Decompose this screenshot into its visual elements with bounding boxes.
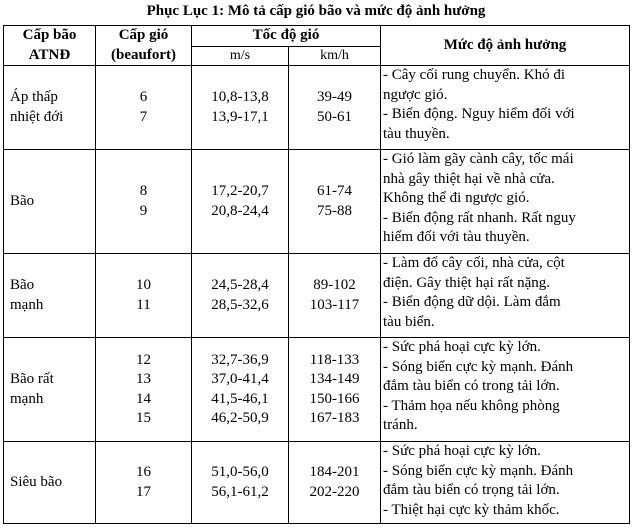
effect-cell-line: - Cây cối rung chuyển. Khó đi [383,67,566,83]
speed-kmh-cell-line: 184-201 [309,464,360,480]
wind-level-cell [96,150,192,254]
header-unit-ms: m/s [192,46,289,65]
effect-cell-line: tránh. [383,417,418,433]
storm-class-cell-line: Siêu bão [10,473,63,490]
speed-kmh-cell [289,442,381,524]
speed-ms-cell [192,338,289,442]
speed-kmh-cell [289,150,381,254]
effect-cell [381,254,630,338]
wind-level-cell-line: 10 [136,277,151,293]
speed-kmh-cell-line: 202-220 [309,483,360,500]
table-row [4,66,630,150]
wind-level-cell [96,338,192,442]
speed-kmh-cell-line: 118-133 [309,351,360,368]
speed-kmh-cell-line: 75-88 [317,202,352,219]
header-unit-kmh: km/h [289,46,381,65]
speed-ms-cell-line: 10,8-13,8 [211,89,269,105]
speed-ms-cell-line: 46,2-50,9 [211,410,269,426]
speed-ms-cell-line: 51,0-56,0 [211,464,269,480]
speed-kmh-cell-line: 150-166 [309,390,360,407]
speed-kmh-cell [289,254,381,338]
page-title: Phục Lục 1: Mô tả cấp gió bão và mức độ ảnh hưởng [146,3,486,19]
wind-level-cell-line: 12 [136,351,151,368]
storm-class-cell-line: Bão [10,192,35,209]
speed-kmh-cell-line: 50-61 [317,108,352,125]
header-effect: Mức độ ảnh hưởng [381,26,630,66]
effect-cell-line: ngược gió. [383,86,448,103]
storm-class-cell-line: mạnh [10,296,44,313]
wind-level-cell-line: 11 [136,296,151,313]
effect-cell [381,66,630,150]
header-storm-class [4,26,96,66]
effect-cell-line: - Sức phá hoại cực kỳ lớn. [383,443,541,459]
wind-level-cell-line: 7 [139,108,148,125]
effect-cell-line: tàu biển. [383,313,435,330]
speed-ms-cell-line: 17,2-20,7 [211,183,269,199]
storm-class-cell [4,66,96,150]
header-wind-level-line: (beaufort) [111,46,176,63]
effect-cell-line: đắm tàu biển có trọng tải lớn. [383,482,560,498]
speed-ms-cell-line: 28,5-32,6 [211,296,269,313]
effect-cell-line: - Sức phá hoại cực kỳ lớn. [383,339,541,355]
wind-level-cell [96,66,192,150]
table-row [4,150,630,254]
effect-cell [381,442,630,524]
speed-kmh-cell-line: 167-183 [309,410,360,426]
speed-ms-cell [192,66,289,150]
speed-kmh-cell-line: 89-102 [313,277,356,293]
wind-level-cell-line: 14 [136,390,151,407]
speed-ms-cell-line: 13,9-17,1 [211,108,269,125]
effect-cell [381,338,630,442]
table-row [4,442,630,524]
speed-ms-cell [192,254,289,338]
wind-level-cell [96,254,192,338]
effect-cell-line: Không thể đi ngược gió. [383,190,530,206]
effect-cell-line: - Làm đổ cây cối, nhà cửa, cột [383,255,565,271]
speed-kmh-cell-line: 103-117 [309,296,360,313]
header-storm-class-line: ATNĐ [28,46,71,63]
effect-cell-line: - Biển động dữ dội. Làm đắm [383,294,561,310]
speed-ms-cell [192,150,289,254]
speed-kmh-cell-line: 61-74 [317,183,352,199]
speed-ms-cell-line: 20,8-24,4 [211,202,269,219]
header-wind-level-line: Cấp gió [118,27,169,43]
storm-class-cell [4,442,96,524]
effect-cell-line: điện. Gây thiệt hại rất nặng. [383,274,551,291]
speed-ms-cell-line: 41,5-46,1 [211,390,269,407]
effect-cell-line: tàu thuyền. [383,125,450,142]
effect-cell-line: đắm tàu biển có trong tải lớn. [383,378,560,394]
effect-cell-line: - Gió làm gãy cành cây, tốc mái [383,151,574,167]
storm-class-cell-line: Bão rất [10,371,54,387]
storm-class-cell [4,150,96,254]
wind-level-cell-line: 15 [136,410,151,426]
effect-cell-line: nhà gây thiệt hại về nhà cửa. [383,170,555,187]
wind-level-cell-line: 17 [136,483,151,500]
speed-ms-cell-line: 37,0-41,4 [211,371,269,387]
effect-cell-line: - Thảm họa nếu không phòng [383,397,560,414]
speed-kmh-cell-line: 39-49 [317,89,352,105]
header-wind-speed: Tốc độ gió [192,26,381,47]
header-storm-class-line: Cấp bão [22,27,77,43]
speed-kmh-cell [289,338,381,442]
speed-ms-cell [192,442,289,524]
speed-kmh-cell [289,66,381,150]
table-row [4,254,630,338]
effect-cell-line: - Thiệt hại cực kỳ thảm khốc. [383,501,560,518]
storm-class-cell-line: Bão [10,277,35,293]
wind-level-cell [96,442,192,524]
wind-level-cell-line: 8 [139,183,148,199]
effect-cell [381,150,630,254]
speed-ms-cell-line: 24,5-28,4 [211,277,269,293]
header-wind-level [96,26,192,66]
storm-class-cell [4,254,96,338]
speed-ms-cell-line: 32,7-36,9 [211,351,269,368]
speed-ms-cell-line: 56,1-61,2 [211,483,269,500]
wind-level-cell-line: 6 [139,89,148,105]
wind-level-cell-line: 9 [139,202,148,219]
effect-cell-line: - Biển động rất nhanh. Rất nguy [383,209,576,226]
storm-class-cell-line: mạnh [10,390,44,407]
storm-class-cell-line: Áp thấp [10,89,58,105]
table-row [4,338,630,442]
effect-cell-line: - Sóng biển cực kỳ mạnh. Đánh [383,462,574,479]
storm-class-cell-line: nhiệt đới [10,108,64,125]
wind-level-cell-line: 13 [136,371,151,387]
storm-class-cell [4,338,96,442]
effect-cell-line: - Sóng biển cực kỳ mạnh. Đánh [383,358,574,375]
speed-kmh-cell-line: 134-149 [309,371,360,387]
effect-cell-line: hiểm đối với tàu thuyền. [383,229,530,245]
wind-level-cell-line: 16 [136,464,151,480]
effect-cell-line: - Biển động. Nguy hiểm đối với [383,106,575,122]
wind-level-table [3,25,630,524]
